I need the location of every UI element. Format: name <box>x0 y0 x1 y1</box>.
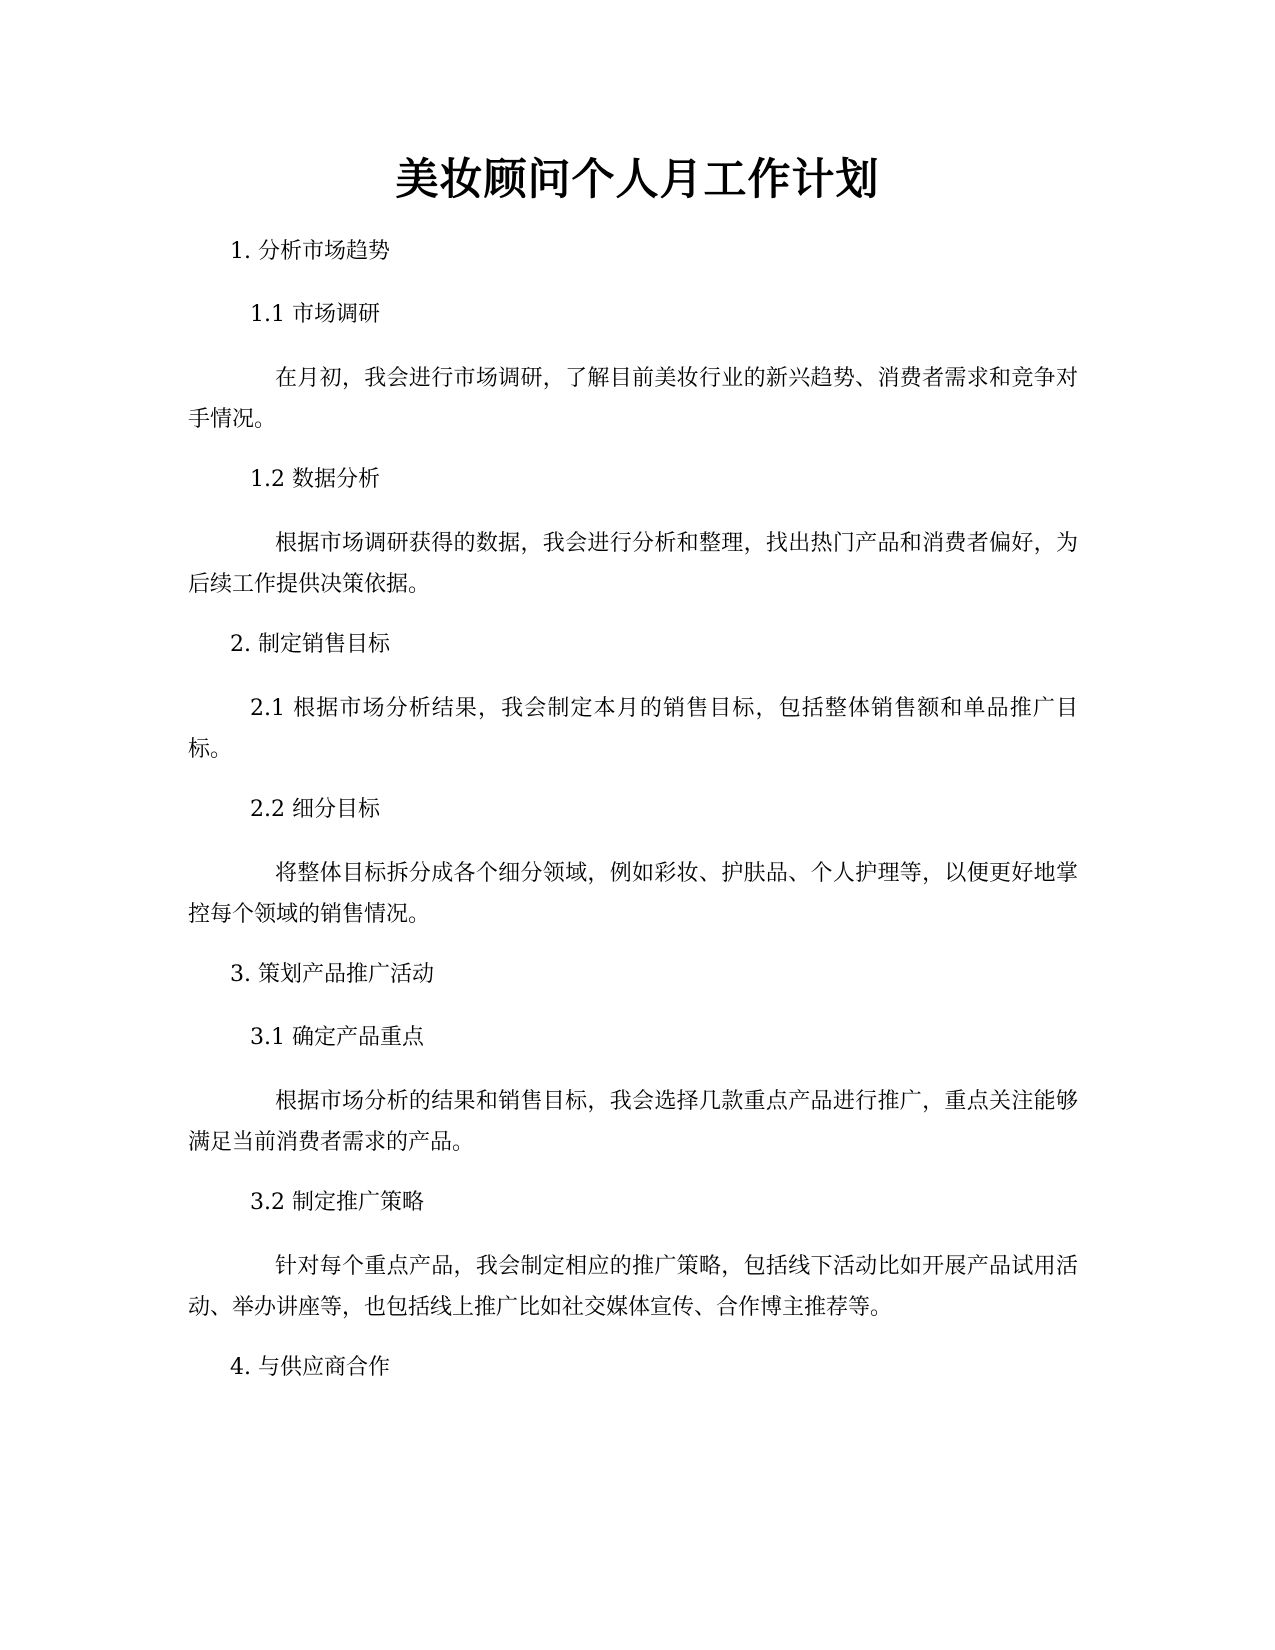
paragraph-3-1: 根据市场分析的结果和销售目标，我会选择几款重点产品进行推广，重点关注能够满足当前消费者需求的产品。 <box>188 1089 1078 1155</box>
paragraph-1-2: 根据市场调研获得的数据，我会进行分析和整理，找出热门产品和消费者偏好，为后续工作提供决策依据。 <box>188 531 1078 597</box>
paragraph-2-2: 将整体目标拆分成各个细分领域，例如彩妆、护肤品、个人护理等，以便更好地掌控每个领域的销售情况。 <box>188 861 1078 927</box>
paragraph-3-2: 针对每个重点产品，我会制定相应的推广策略，包括线下活动比如开展产品试用活动、举办讲座等，也包括线上推广比如社交媒体宣传、合作博主推荐等。 <box>188 1254 1078 1320</box>
section-heading-2: 2. 制定销售目标 <box>230 632 390 657</box>
subsection-heading-3-1: 3.1 确定产品重点 <box>250 1025 424 1050</box>
section-heading-1: 1. 分析市场趋势 <box>230 239 390 264</box>
subsection-heading-1-1: 1.1 市场调研 <box>250 302 380 327</box>
subsection-heading-2-2: 2.2 细分目标 <box>250 797 380 822</box>
subsection-heading-1-2: 1.2 数据分析 <box>250 467 380 492</box>
section-heading-3: 3. 策划产品推广活动 <box>230 962 434 987</box>
paragraph-2-1: 2.1 根据市场分析结果，我会制定本月的销售目标，包括整体销售额和单品推广目标。 <box>188 696 1078 762</box>
paragraph-1-1: 在月初，我会进行市场调研，了解目前美妆行业的新兴趋势、消费者需求和竞争对手情况。 <box>188 366 1078 432</box>
subsection-heading-3-2: 3.2 制定推广策略 <box>250 1190 424 1215</box>
document-title: 美妆顾问个人月工作计划 <box>395 155 880 205</box>
section-heading-4: 4. 与供应商合作 <box>230 1355 390 1380</box>
